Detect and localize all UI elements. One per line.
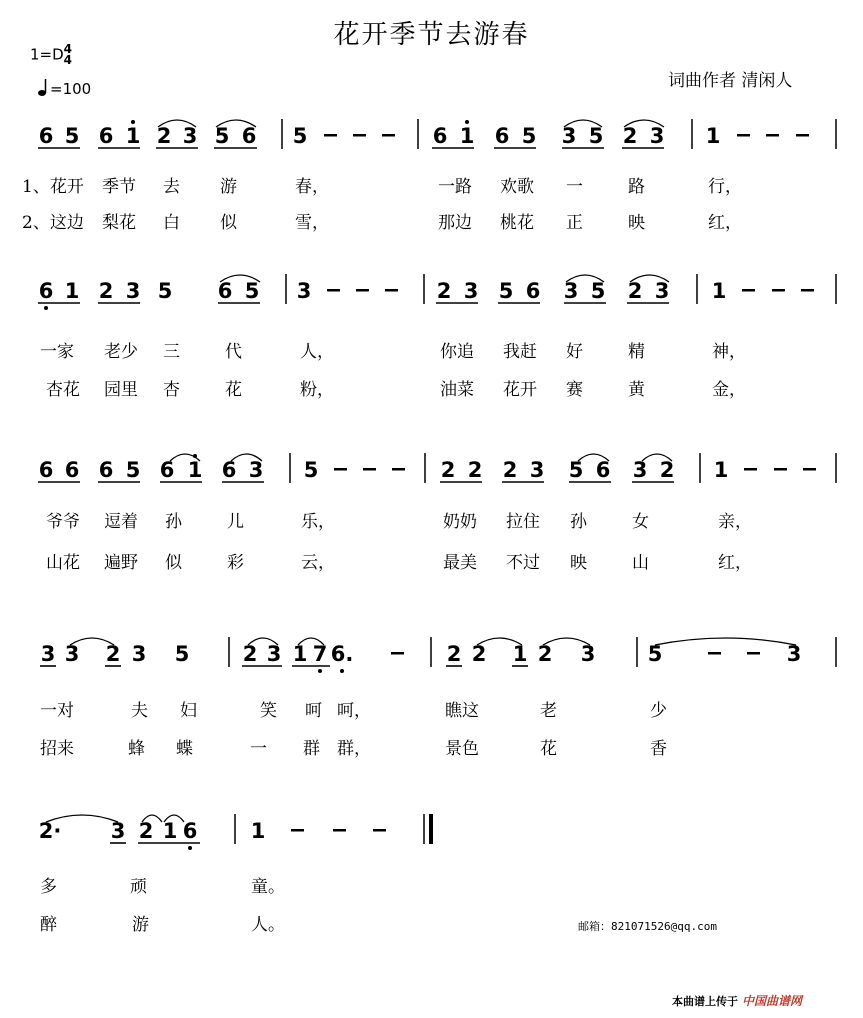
dash-mark [327, 289, 340, 292]
note: 3 [64, 642, 80, 666]
dash-mark [392, 468, 405, 471]
note: 6 [221, 458, 237, 482]
note: 2 [502, 458, 518, 482]
dash-mark [742, 289, 755, 292]
lyric-verse1: 人， [300, 342, 334, 362]
lyric-verse1: 瞧这 [445, 701, 479, 721]
dash-mark [801, 289, 814, 292]
lyric-verse1: 乐， [301, 512, 335, 532]
note: 5 [590, 279, 606, 303]
note: 2 [98, 279, 114, 303]
note: 7 [312, 642, 328, 666]
note: 3 [266, 642, 282, 666]
note: 5 [174, 642, 190, 666]
lyric-verse2: 2、这边 [22, 213, 84, 233]
note: 1 [250, 819, 266, 843]
note: 5 [292, 124, 308, 148]
note: 5 [588, 124, 604, 148]
dash-mark [391, 652, 404, 655]
lyric-verse1: 欢歌 [500, 177, 534, 197]
dash-mark [356, 289, 369, 292]
note: 2 [105, 642, 121, 666]
lyric-verse1: 好 [566, 342, 583, 362]
lyric-verse1: 去 [163, 177, 180, 197]
note: 6 [98, 124, 114, 148]
note: 1 [187, 458, 203, 482]
lyric-verse1: 一路 [438, 177, 472, 197]
lyric-verse1: 行， [708, 177, 742, 197]
note: 2 [436, 279, 452, 303]
lyric-verse1: 妇 [180, 701, 197, 721]
lyric-verse1: 孙 [165, 512, 182, 532]
note: 3 [248, 458, 264, 482]
note: 3 [632, 458, 648, 482]
lyric-verse2: 杏花 [46, 380, 80, 400]
lyric-verse2: 不过 [506, 553, 540, 573]
lyric-verse2: 游 [132, 915, 149, 935]
lyric-verse1: 我赶 [503, 342, 537, 362]
note: 1 [705, 124, 721, 148]
note: 5 [498, 279, 514, 303]
dash-mark [373, 829, 386, 832]
note: 3 [463, 279, 479, 303]
lyric-verse2: 蜂 [128, 739, 145, 759]
lyric-verse2: 红， [708, 213, 742, 233]
note: 5 [244, 279, 260, 303]
note: 3 [649, 124, 665, 148]
dash-mark [708, 652, 721, 655]
note: 6 [217, 279, 233, 303]
note: 3 [563, 279, 579, 303]
lyric-verse1: 路 [628, 177, 645, 197]
lyric-verse1: 逗着 [104, 512, 138, 532]
final-barline [429, 814, 433, 844]
lyric-verse2: 蝶 [176, 739, 193, 759]
lyric-verse2: 似 [220, 213, 237, 233]
note: 6 [494, 124, 510, 148]
note: 1 [162, 819, 178, 843]
note: 6 [159, 458, 175, 482]
lyric-verse2: 赛 [566, 380, 583, 400]
lyric-verse2: 白 [163, 213, 180, 233]
note: 3 [654, 279, 670, 303]
lyric-verse1: 季节 [102, 177, 136, 197]
lyric-verse2: 景色 [445, 739, 479, 759]
lyric-verse2: 花 [540, 739, 557, 759]
contact-email: 邮箱：821071526@qq.com [578, 920, 717, 933]
note: 3 [110, 819, 126, 843]
lyric-verse2: 映 [570, 553, 587, 573]
dash-mark [803, 468, 816, 471]
lyric-verse2: 似 [165, 553, 182, 573]
lyric-verse1: 神， [712, 342, 746, 362]
lyric-verse1: 代 [225, 342, 242, 362]
lyric-verse1: 顽 [130, 877, 147, 897]
lyric-verse2: 花开 [503, 380, 537, 400]
octave-down-dot [318, 669, 322, 673]
lyric-verse1: 一家 [40, 342, 74, 362]
note: 3 [561, 124, 577, 148]
lyric-verse1: 女 [632, 512, 649, 532]
note: 1 [459, 124, 475, 148]
note: 5 [303, 458, 319, 482]
octave-up-dot [131, 120, 135, 124]
lyric-verse1: 爷爷 [46, 512, 80, 532]
lyric-verse2: 黄 [628, 380, 645, 400]
lyric-verse1: 孙 [570, 512, 587, 532]
lyric-verse2: 金， [712, 380, 746, 400]
dash-mark [385, 289, 398, 292]
note: 3 [125, 279, 141, 303]
lyric-verse1: 亲， [718, 512, 752, 532]
note: 6 [595, 458, 611, 482]
lyric-verse2: 红， [718, 553, 752, 573]
footer-credit [672, 992, 802, 1009]
tie-arc [655, 638, 796, 645]
lyric-verse2: 杏 [163, 380, 180, 400]
note: 6 [525, 279, 541, 303]
lyric-verse2: 山花 [46, 553, 80, 573]
lyric-verse2: 桃花 [500, 213, 534, 233]
lyric-verse1: 老少 [104, 342, 138, 362]
note: 5 [521, 124, 537, 148]
lyric-verse2: 最美 [443, 553, 477, 573]
note: 6 [38, 124, 54, 148]
note: 5 [64, 124, 80, 148]
lyric-verse2: 梨花 [102, 213, 136, 233]
note: 6 [241, 124, 257, 148]
note: 2 [440, 458, 456, 482]
dash-mark [774, 468, 787, 471]
note: 6 [64, 458, 80, 482]
note: 2 [467, 458, 483, 482]
lyric-verse1: 拉住 [506, 512, 540, 532]
dash-mark [747, 652, 760, 655]
note: 6 [182, 819, 198, 843]
octave-down-dot [340, 669, 344, 673]
dash-mark [353, 134, 366, 137]
note: 5 [125, 458, 141, 482]
lyric-verse2: 油菜 [440, 380, 474, 400]
lyric-verse2: 人。 [251, 915, 285, 935]
note: 3 [182, 124, 198, 148]
dash-mark [382, 134, 395, 137]
dash-mark [737, 134, 750, 137]
octave-down-dot [44, 306, 48, 310]
note: 2 [471, 642, 487, 666]
lyric-verse1: 多 [40, 877, 57, 897]
lyric-verse1: 春， [295, 177, 329, 197]
lyric-verse2: 园里 [104, 380, 138, 400]
note: 6 [38, 458, 54, 482]
dash-mark [291, 829, 304, 832]
note: 6 [432, 124, 448, 148]
note: 2 [622, 124, 638, 148]
lyric-verse1: 老 [540, 701, 557, 721]
note: 1 [713, 458, 729, 482]
note: 5 [568, 458, 584, 482]
note: 3 [786, 642, 802, 666]
song-title: 花开季节去游春 [333, 20, 530, 50]
lyric-verse2: 粉， [300, 380, 334, 400]
lyric-verse1: 少 [650, 701, 667, 721]
lyric-verse1: 游 [220, 177, 237, 197]
note: 2 [242, 642, 258, 666]
lyric-verse2: 群 [303, 739, 320, 759]
note: 2 [156, 124, 172, 148]
note: 3 [131, 642, 147, 666]
meter-top: 4 [63, 42, 73, 56]
dash-mark [324, 134, 337, 137]
lyric-verse1: 呵， [337, 701, 371, 721]
dash-mark [766, 134, 779, 137]
dash-mark [772, 289, 785, 292]
lyric-verse1: 一 [566, 177, 583, 197]
note: 6 [98, 458, 114, 482]
lyric-verse2: 香 [650, 739, 667, 759]
note: 2 [446, 642, 462, 666]
lyric-verse2: 山 [632, 553, 649, 573]
octave-down-dot [188, 846, 192, 850]
lyric-verse1: 笑 [260, 701, 277, 721]
lyric-verse2: 映 [628, 213, 645, 233]
lyric-verse1: 精 [628, 342, 645, 362]
lyric-verse1: 呵 [305, 701, 322, 721]
note: 1 [292, 642, 308, 666]
note: 3 [529, 458, 545, 482]
note: 1 [125, 124, 141, 148]
lyric-verse1: 三 [163, 342, 180, 362]
dash-mark [333, 829, 346, 832]
note: 2 [138, 819, 154, 843]
note: 5 [214, 124, 230, 148]
note: 2· [38, 819, 62, 843]
lyric-verse2: 那边 [438, 213, 472, 233]
lyric-verse2: 雪， [295, 213, 329, 233]
lyric-verse2: 云， [301, 553, 335, 573]
lyric-verse2: 一 [250, 739, 267, 759]
note: 2 [659, 458, 675, 482]
lyric-verse1: 你追 [440, 342, 474, 362]
tempo-value: =100 [50, 80, 92, 98]
note: 5 [647, 642, 663, 666]
note: 1 [64, 279, 80, 303]
dash-mark [744, 468, 757, 471]
dash-mark [334, 468, 347, 471]
lyric-verse1: 儿 [227, 512, 244, 532]
lyric-verse1: 奶奶 [443, 512, 477, 532]
note: 5 [157, 279, 173, 303]
lyric-verse1: 童。 [251, 877, 285, 897]
note: 2 [627, 279, 643, 303]
note: 6 [38, 279, 54, 303]
lyric-verse1: 一对 [40, 701, 74, 721]
note: 6. [330, 642, 354, 666]
note: 1 [711, 279, 727, 303]
octave-up-dot [465, 120, 469, 124]
meter-bottom: 4 [63, 53, 73, 67]
author-credit: 词曲作者 清闲人 [668, 71, 793, 91]
note: 1 [512, 642, 528, 666]
lyric-verse2: 招来 [40, 739, 74, 759]
footer-upload-label: 本曲谱上传于 [672, 994, 738, 1008]
lyric-verse2: 群， [337, 739, 371, 759]
lyric-verse2: 醉 [40, 915, 57, 935]
lyric-verse2: 彩 [227, 553, 244, 573]
note: 3 [40, 642, 56, 666]
lyric-verse2: 正 [566, 213, 583, 233]
lyric-verse2: 遍野 [104, 553, 138, 573]
lyric-verse1: 夫 [131, 701, 148, 721]
note: 3 [580, 642, 596, 666]
note: 3 [296, 279, 312, 303]
note: 2 [537, 642, 553, 666]
lyric-verse1: 1、花开 [22, 177, 84, 197]
site-logo: 中国曲谱网 [742, 994, 803, 1008]
dash-mark [796, 134, 809, 137]
dash-mark [363, 468, 376, 471]
key-label: 1=D [30, 45, 64, 64]
lyric-verse2: 花 [225, 380, 242, 400]
